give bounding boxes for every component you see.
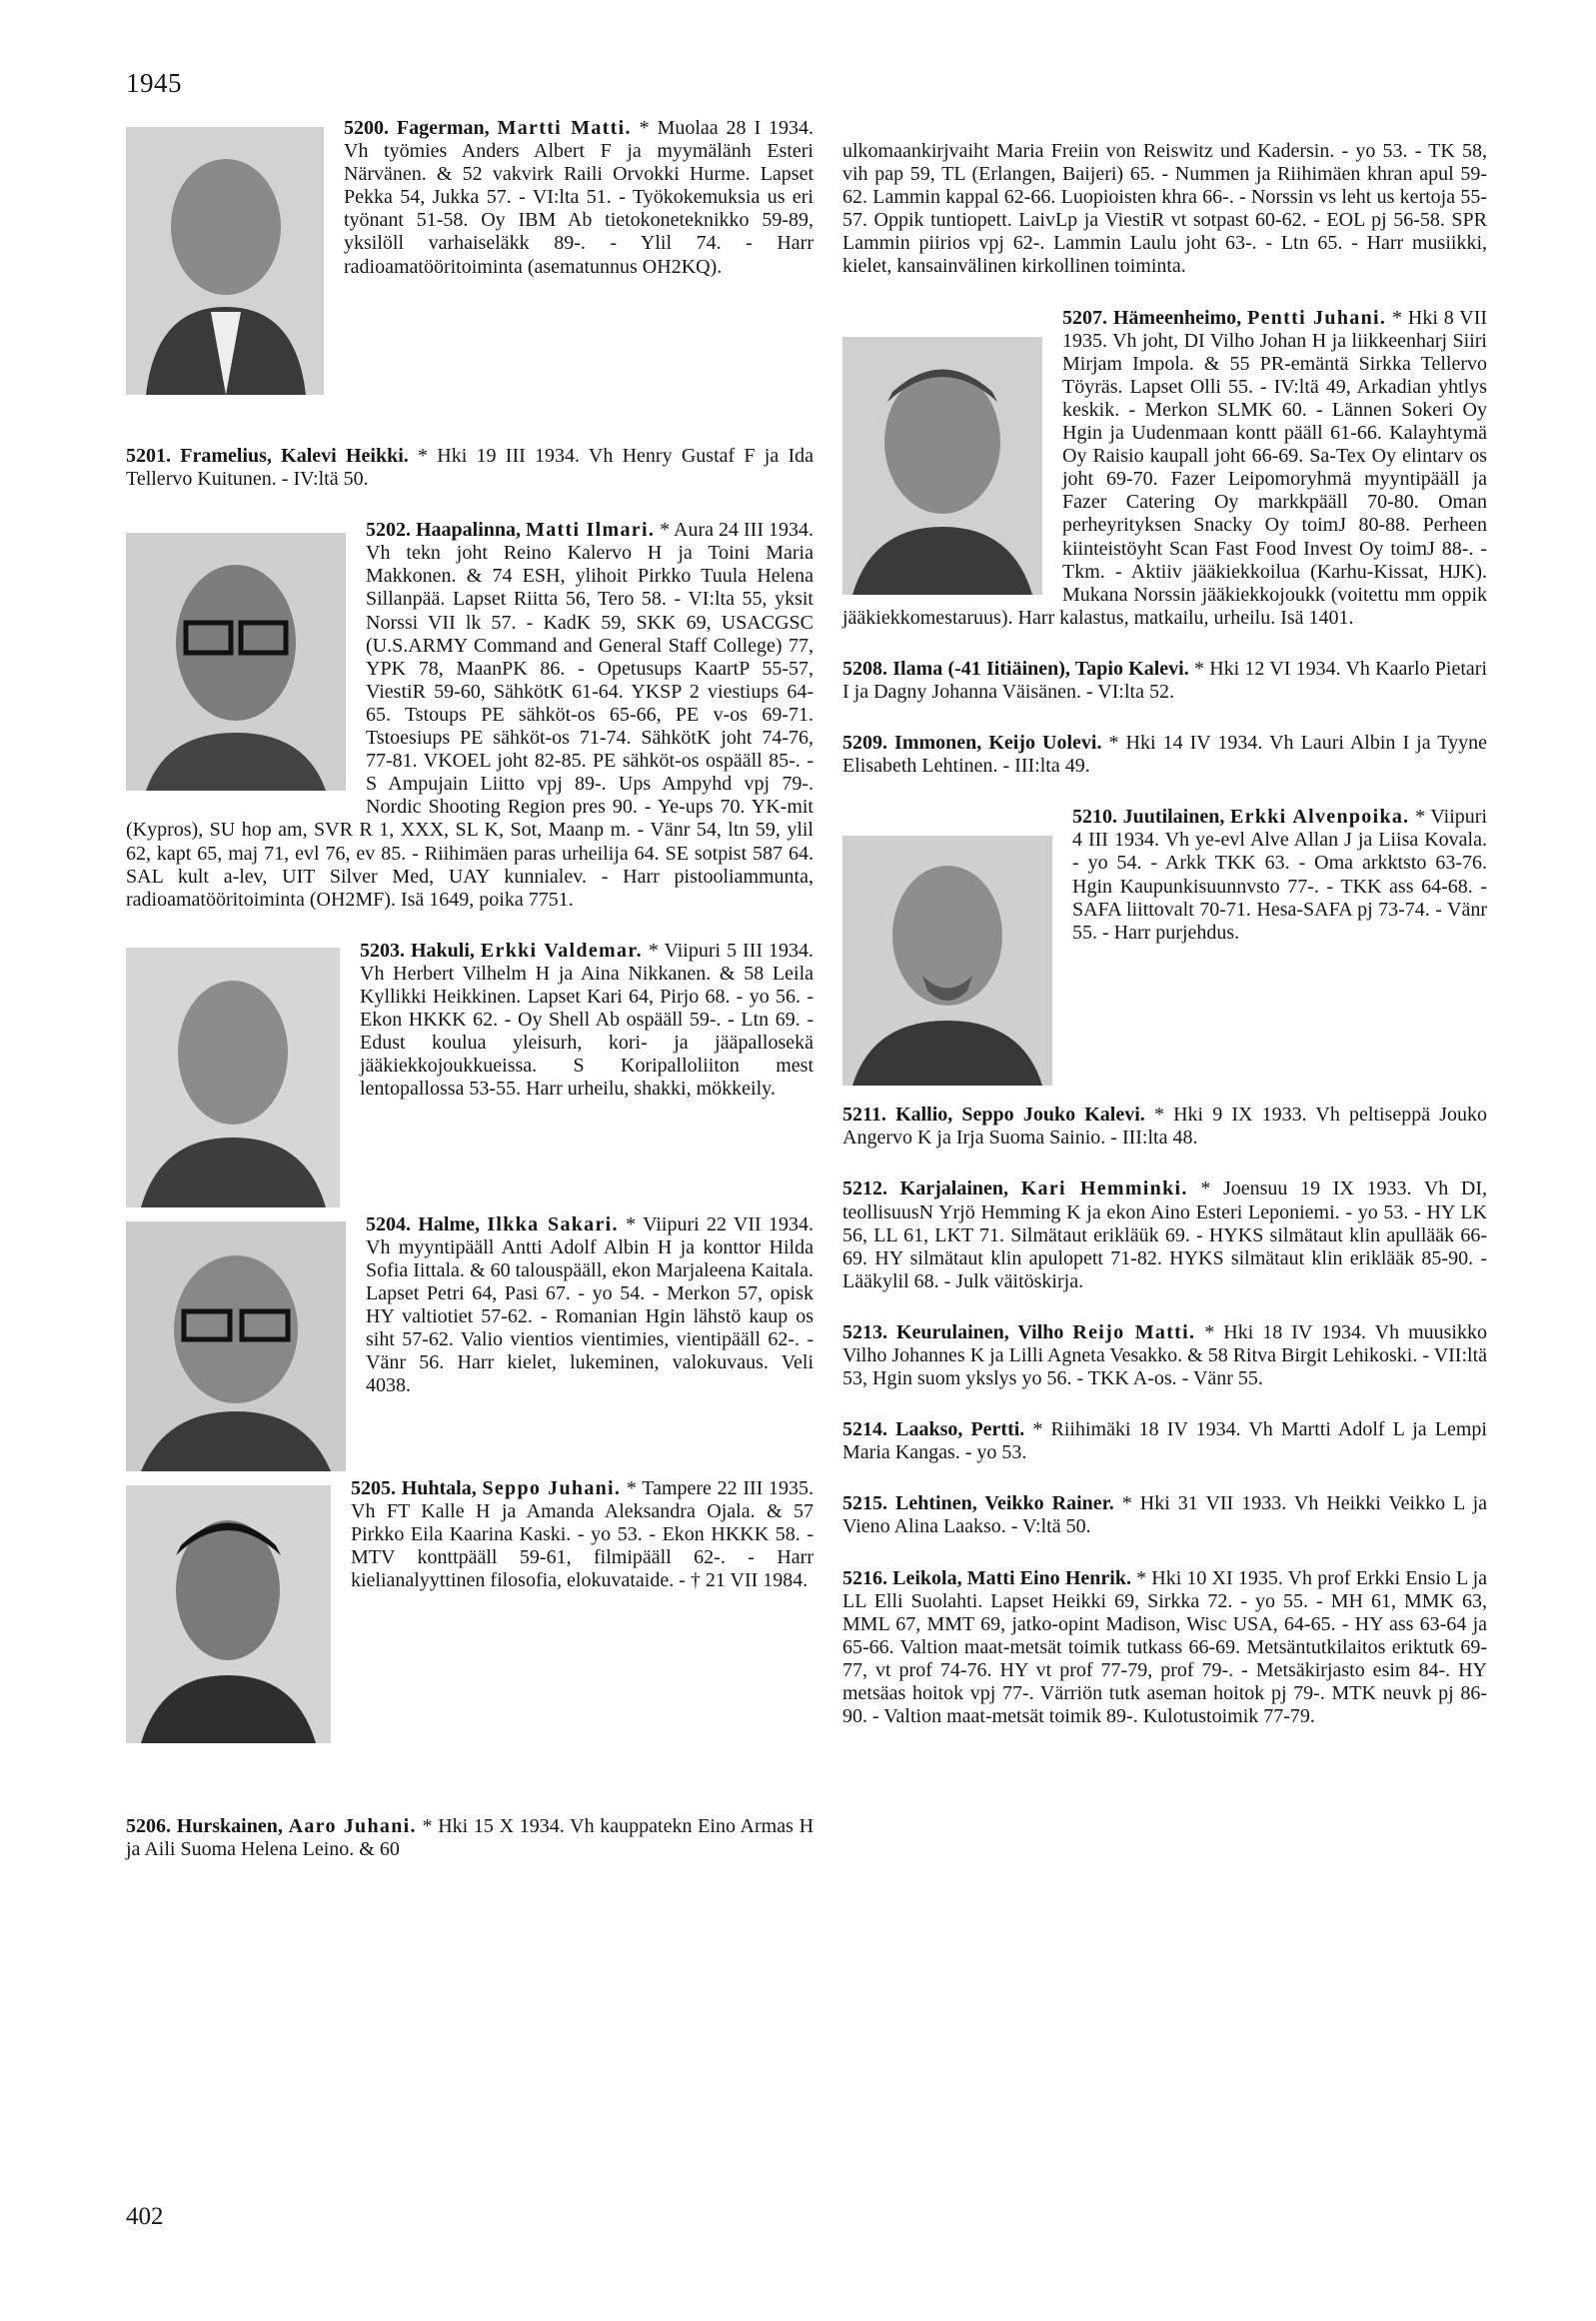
portrait-photo-5204 (126, 1221, 346, 1471)
entry-5210 (842, 806, 1487, 1076)
entry-surname: Lehtinen, Veikko Rainer. (895, 1492, 1114, 1515)
entry-text: * Muolaa 28 I 1934. Vh työmies Anders Albert F ja myymälänh Esteri Närvänen. & 52 vakvirk Raili Orvokki Hurme. Lapset Pekka 54, Jukka 57. - VI:lta 51. - Työkokemuksia us eri työnant 51-58. Oy IBM Ab tietokoneteknikko 59-89, yksilöll varhaiseläkk 89-. - Ylil 74. - Harr radioamatööritoiminta (asematunnus OH2KQ). (344, 117, 814, 278)
entry-surname: Kallio, Seppo Jouko Kalevi. (895, 1104, 1145, 1127)
entry-5216 (842, 1567, 1487, 1729)
entry-number: 5206. (126, 1814, 171, 1837)
entry-surname: Hurskainen, (176, 1814, 283, 1837)
entry-number: 5200. (344, 117, 389, 139)
entry-5211 (842, 1104, 1487, 1150)
right-column (842, 140, 1487, 1756)
entry-text: * Hki 9 IX 1933. Vh peltiseppä Jouko Angervo K ja Irja Suoma Sainio. - III:lta 48. (842, 1104, 1488, 1150)
entry-text: * Hki 15 X 1934. Vh kauppatekn Eino Armas H ja Aili Suoma Helena Leino. & 60 (126, 1814, 814, 1860)
entry-surname: Laakso, Pertti. (895, 1418, 1025, 1441)
entry-text: * Hki 19 III 1934. Vh Henry Gustaf F ja Ida Tellervo Kuitunen. - IV:ltä 50. (126, 445, 814, 491)
entry-surname: Immonen, Keijo Uolevi. (894, 732, 1102, 755)
entry-given-name: Kari Hemminki. (1020, 1177, 1188, 1200)
entry-number: 5201. (126, 445, 171, 467)
entry-number: 5210. (1072, 806, 1117, 829)
entry-5207 (842, 307, 1487, 630)
entry-5204 (126, 1213, 813, 1398)
entry-number: 5203. (360, 939, 405, 962)
entry-number: 5214. (842, 1418, 887, 1441)
entry-5206 (126, 1815, 813, 1861)
entry-surname: Leikola, Matti Eino Henrik. (892, 1566, 1131, 1589)
entry-text: * Riihimäki 18 IV 1934. Vh Martti Adolf L ja Lempi Maria Kangas. - yo 53. (842, 1418, 1487, 1464)
page-number: 402 (126, 2203, 164, 2230)
portrait-photo-5203 (126, 948, 340, 1207)
entry-surname: Halme, (418, 1212, 480, 1235)
entry-text: * Hki 31 VII 1933. Vh Heikki Veikko L ja Vieno Alina Laakso. - V:ltä 50. (842, 1492, 1488, 1538)
entry-surname: Ilama (-41 Iitiäinen), Tapio Kalevi. (892, 657, 1189, 680)
entry-given-name: Erkki Valdemar. (480, 939, 643, 962)
entry-surname: Keurulainen, Vilho (896, 1320, 1064, 1343)
entry-number: 5213. (842, 1320, 887, 1343)
entry-text: * Hki 10 XI 1935. Vh prof Erkki Ensio L ja LL Elli Suolahti. Lapset Heikki 69, Sirkka 72. - yo 55. - MH 61, MMK 63, MML 67, MMT 69, jatko-opint Madison, Wisc USA, 64-65. - HY ass 63-64 ja 65-66. Valtion maat-metsät toimik tutkass 66-69. Metsäntutkilaitos eriktutk 69-77, vt prof 74-76. HY vt prof 77-79, prof 79-. - Metsäkirjasto esim 84-. HY metsäas hoitok vpj 77-. Värriön tutk aseman hoitok pj 79-. MTK neuvk pj 86-90. - Valtion maat-metsät toimik 89-. Kulotustoimik 77-79. (842, 1566, 1488, 1728)
entry-text: * Hki 14 IV 1934. Vh Lauri Albin I ja Tyyne Elisabeth Lehtinen. - III:lta 49. (842, 732, 1487, 778)
entry-5215 (842, 1492, 1487, 1538)
entry-text: * Tampere 22 III 1935. Vh FT Kalle H ja Amanda Aleksandra Ojala. & 57 Pirkko Eila Kaarina Kaski. - yo 53. - Ekon HKKK 58. - MTV konttpääll 59-61, filmipääll 62-. - Harr kielianalyyttinen filosofia, elokuvataide. - † 21 VII 1984. (351, 1476, 814, 1592)
entry-surname: Framelius, Kalevi Heikki. (180, 445, 409, 467)
entry-given-name: Erkki Alvenpoika. (1230, 806, 1410, 829)
entry-text: * Hki 8 VII 1935. Vh joht, DI Vilho Johan H ja liikkeenharj Siiri Mirjam Impola. & 55 PR-emäntä Sirkka Tellervo Töyräs. Lapset Olli 55. - IV:ltä 49, Arkadian yhtlys keskik. - Merkon SLMK 60. - Lännen Sokeri Oy Hgin ja Uudenmaan kontt pääll 61-66. Kalayhtymä Oy Raisio kaupall joht 66-69. Sa-Tex Oy elintarv os joht 69-70. Fazer Leipomoryhmä myyntipääll ja Fazer Catering Oy markkpääll 70-80. Oman perheyrityksen Snacky Oy toimJ 80-88. Perheen kiinteistöyht Scan Fast Food Invest Oy toimJ 88-. - Tkm. - Aktiiv jääkiekkoilua (Karhu-Kissat, HJK). Mukana Norssin jääkiekkojoukk (voitettu mm oppik jääkiekkomestaruus). Harr kalastus, matkailu, urheilu. Isä 1401. (842, 306, 1488, 629)
entry-text: * Hki 12 VI 1934. Vh Kaarlo Pietari I ja Dagny Johanna Väisänen. - VI:lta 52. (842, 657, 1488, 703)
entry-text: * Joensuu 19 IX 1933. Vh DI, teollisuusN Yrjö Hemming K ja ekon Aino Esteri Leponiemi. - yo 53. - HY LK 56, LL 61, LKT 71. Silmätaut erikläük 69. - HYKS silmätaut klin apullääk 66-69. HY silmätaut klin apulopett 71-82. HYKS silmätaut klin eriklääk 85-90. - Lääkylil 68. - Julk väitöskirja. (842, 1177, 1488, 1292)
entry-given-name: Reijo Matti. (1072, 1320, 1196, 1343)
entry-5214 (842, 1418, 1487, 1464)
portrait-photo-5210 (842, 836, 1052, 1086)
entry-5203 (126, 940, 813, 1102)
entry-text: * Viipuri 4 III 1934. Vh ye-evl Alve Allan J ja Liisa Kovala. - yo 54. - Arkk TKK 63. - Oma arkktsto 63-76. Hgin Kaupunkisuunnvsto 77-. - TKK ass 64-68. - SAFA liittovalt 70-71. Hesa-SAFA pj 73-74. - Vänr 55. - Harr purjehdus. (1072, 806, 1488, 944)
entry-number: 5211. (842, 1104, 886, 1127)
entry-given-name: Seppo Juhani. (482, 1476, 622, 1499)
entry-5206-continued (842, 140, 1487, 279)
left-column (126, 117, 813, 1889)
entry-number: 5212. (842, 1177, 887, 1200)
entry-given-name: Ilkka Sakari. (487, 1212, 619, 1235)
entry-number: 5204. (366, 1212, 411, 1235)
entry-given-name: Matti Ilmari. (526, 519, 656, 542)
entry-5200 (126, 117, 813, 417)
portrait-photo-5200 (126, 127, 324, 395)
entry-number: 5216. (842, 1566, 887, 1589)
entry-surname: Hakuli, (410, 939, 475, 962)
entry-5213 (842, 1321, 1487, 1390)
entry-surname: Hämeenheimo, (1112, 306, 1242, 329)
page-header-year: 1945 (126, 68, 182, 98)
entry-surname: Haapalinna, (416, 519, 522, 542)
entry-5208 (842, 658, 1487, 704)
entry-number: 5208. (842, 657, 887, 680)
entry-number: 5215. (842, 1492, 887, 1515)
entry-number: 5209. (842, 732, 887, 755)
entry-text: * Aura 24 III 1934. Vh tekn joht Reino Kalervo H ja Toini Maria Makkonen. & 74 ESH, ylihoit Pirkko Tuula Helena Sillanpää. Lapset Riitta 56, Tero 58. - VI:lta 55, yksit Norssi VII lk 57. - KadK 59, SKK 69, USACGSC (U.S.ARMY Command and General Staff College) 77, YPK 78, MaanPK 86. - Opetusups KaartP 55-57, ViestiR 59-60, SähkötK 61-64. YKSP 2 viestiups 64-65. Tstoups PE sähköt-os 65-66, PE v-os 69-71. Tstoesiups PE sähköt-os 71-74. SähkötK joht 74-76, 77-81. VKOEL joht 82-85. PE sähköt-os ospääll 85-. - S Ampujain Liitto vpj 89-. Ups Ampyhd vpj 79-. Nordic Shooting Region pres 90. - Ye-ups 70. YK-mit (Kypros), SU hop am, SVR R 1, XXX, SL K, Sot, Maanp m. - Vänr 54, ltn 59, ylil 62, kapt 65, maj 71, evl 76, ev 85. - Riihimäen paras urheilija 64. SE sotpist 587 64. SAL kult a-lev, UIT Silver Med, UAY kunnialev. - Harr pistooliammunta, radioamatööritoiminta (OH2MF). Isä 1649, poika 7751. (126, 519, 813, 911)
entry-text: * Hki 18 IV 1934. Vh muusikko Vilho Johannes K ja Lilli Agneta Vesakko. & 58 Ritva Birgit Lehikoski. - VII:ltä 53, Hgin suom ykslys yo 56. - TKK A-os. - Vänr 55. (842, 1320, 1487, 1390)
entry-number: 5202. (366, 519, 411, 542)
entry-given-name: Martti Matti. (497, 117, 632, 139)
entry-surname: Huhtala, (401, 1476, 477, 1499)
entry-surname: Juutilainen, (1122, 806, 1225, 829)
entry-5201 (126, 445, 813, 491)
portrait-photo-5207 (842, 337, 1042, 595)
portrait-photo-5202 (126, 533, 346, 791)
entry-surname: Fagerman, (396, 117, 490, 139)
entry-given-name: Pentti Juhani. (1247, 306, 1387, 329)
entry-text: * Viipuri 22 VII 1934. Vh myyntipääll Antti Adolf Albin H ja konttor Hilda Sofia Iittala. & 60 talouspääll, ekon Marjaleena Kaitala. Lapset Petri 64, Pasi 67. - yo 54. - Merkon 57, opisk HY valtiotiet 57-62. - Romanian Hgin lähstö kaup os siht 57-62. Valio vientios vientimies, vientipääll 62-. - Vänr 56. Harr kielet, lukeminen, valokuvaus. Veli 4038. (366, 1212, 814, 1397)
entry-text: * Viipuri 5 III 1934. Vh Herbert Vilhelm H ja Aina Nikkanen. & 58 Leila Kyllikki Heikkinen. Lapset Kari 64, Pirjo 68. - yo 56. - Ekon HKKK 62. - Oy Shell Ab ospääll 59-. - Ltn 69. - Edust koulua yleisurh, kori- ja jääpallosekä jääkiekkojoukkueissa. S Koripalloliiton mest lentopallossa 53-55. Harr urheilu, shakki, mökkeily. (360, 939, 814, 1101)
entry-5212 (842, 1177, 1487, 1292)
entry-5202 (126, 519, 813, 912)
entry-number: 5205. (351, 1476, 396, 1499)
entry-surname: Karjalainen, (899, 1177, 1009, 1200)
entry-5209 (842, 732, 1487, 778)
entry-5205 (126, 1477, 813, 1787)
entry-text: ulkomaankirjvaiht Maria Freiin von Reiswitz und Kadersin. - yo 53. - TK 58, vih pap 59, TL (Erlangen, Baijeri) 65. - Nummen ja Riihimäen khran apul 59-62. Lammin kappal 62-66. Luopioisten khra 66-. - Norssin vs leht us kertoja 55-57. Oppik tuntiopett. LaivLp ja ViestiR vt sotpast 60-62. - EOL pj 56-58. SPR Lammin piirios vpj 62-. Lammin Laulu joht 63-. - Ltn 65. - Harr musiikki, kielet, kansainvälinen kirkollinen toiminta. (842, 140, 1487, 278)
entry-given-name: Aaro Juhani. (288, 1814, 417, 1837)
portrait-photo-5205 (126, 1485, 331, 1743)
entry-number: 5207. (1062, 306, 1107, 329)
